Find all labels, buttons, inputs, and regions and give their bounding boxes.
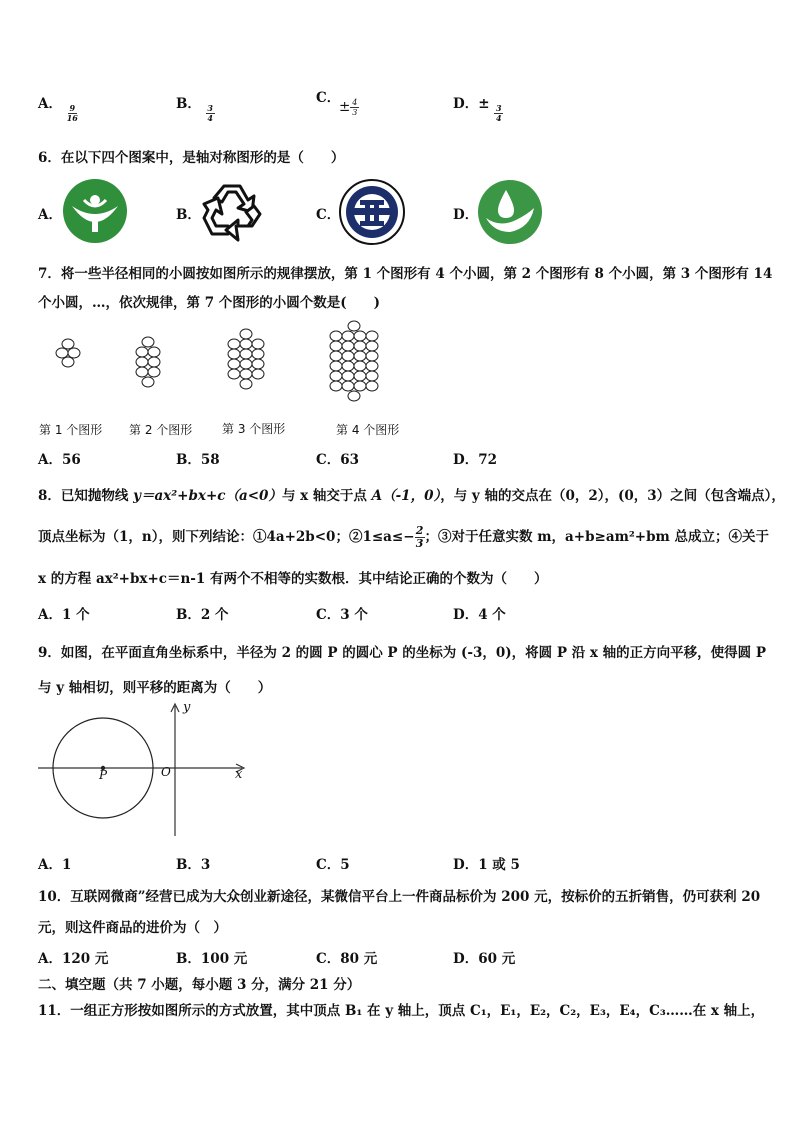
q10-option-b: B．100 元: [176, 951, 248, 967]
circle-coordinate-figure: [36, 702, 252, 840]
q7-option-b: B．58: [176, 452, 220, 468]
q7-option-a: A．56: [38, 452, 81, 468]
q10-option-c: C．80 元: [316, 951, 378, 967]
fig4-caption: 第 4 个图形: [336, 423, 400, 437]
q9-option-c: C．5: [316, 857, 350, 873]
fig-origin-label: O: [161, 765, 171, 779]
q5-a-fraction: $\frac{9}{16}$: [66, 103, 78, 123]
q8-option-d: D．4 个: [453, 607, 506, 623]
q11-line1: 11．一组正方形按如图所示的方式放置，其中顶点 B₁ 在 y 轴上，顶点 C₁，E₁，E₂，C₂，E₃，E₄，C₃……在 x 轴上，: [38, 1003, 765, 1019]
fig3-caption: 第 3 个图形: [222, 422, 286, 436]
green-leaf-logo-icon: [62, 178, 128, 244]
q5-b-fraction: $\frac{3}{4}$: [207, 103, 213, 123]
q10-line2: 元，则这件商品的进价为（ ）: [38, 920, 227, 936]
q5-option-c: C．: [316, 90, 341, 106]
q8-option-b: B．2 个: [176, 607, 229, 623]
q9-option-a: A．1: [38, 857, 72, 873]
green-drop-logo-icon: [476, 178, 544, 246]
q10-line1: 10．互联网微商”经营已成为大众创业新途径，某微信平台上一件商品标价为 200 元，按标价的五折销售，仍可获利 20: [38, 889, 761, 905]
q8-line3: x 的方程 ax²+bx+c＝n-1 有两个不相等的实数根．其中结论正确的个数为（ ）: [38, 571, 548, 587]
q8-option-c: C．3 个: [316, 607, 368, 623]
recycling-icon: [200, 180, 266, 242]
q7-line1: 7．将一些半径相同的小圆按如图所示的规律摆放，第 1 个图形有 4 个小圆，第 2 个图形有 8 个小圆，第 3 个图形有 14: [38, 266, 773, 282]
q8-line2: 顶点坐标为（1，n），则下列结论：①4a+2b<0；②1≤a≤− $\frac{2}{3}$ ；③对于任意实数 m，a+b≥am²+bm 总成立；④关于: [38, 524, 770, 550]
navy-ring-logo-icon: [338, 178, 406, 246]
fig-y-label: y: [183, 700, 191, 715]
q8-option-a: A．1 个: [38, 607, 90, 623]
fig-x-label: x: [235, 767, 243, 782]
q9-option-d: D．1 或 5: [453, 857, 520, 873]
q10-option-a: A．120 元: [38, 951, 109, 967]
q8-line1: 8．已知抛物线 y＝ax²+bx+c（a<0）与 x 轴交于点 A（-1，0），与 y 轴的交点在（0，2），(0，3）之间（包含端点），: [38, 488, 785, 504]
q5-option-d: D．± $\frac{3}{4}$: [453, 96, 502, 123]
q9-line2: 与 y 轴相切，则平移的距离为（ ）: [38, 680, 272, 696]
q6-option-c: C．: [316, 207, 341, 223]
q9-option-b: B．3: [176, 857, 211, 873]
q5-option-a: A． $\frac{9}{16}$: [38, 96, 78, 123]
fig1-caption: 第 1 个图形: [39, 423, 103, 437]
q6-stem: 6．在以下四个图案中，是轴对称图形的是（ ）: [38, 150, 345, 166]
fig2-caption: 第 2 个图形: [129, 423, 193, 437]
q7-option-d: D．72: [453, 452, 497, 468]
q5-option-b: B． $\frac{3}{4}$: [176, 96, 213, 123]
q6-option-a: A．: [38, 207, 62, 223]
q9-line1: 9．如图，在平面直角坐标系中，半径为 2 的圆 P 的圆心 P 的坐标为 (-3，0)，将圆 P 沿 x 轴的正方向平移，使得圆 P: [38, 645, 767, 661]
section-2-heading: 二、填空题（共 7 小题，每小题 3 分，满分 21 分）: [38, 977, 361, 993]
q5-c-value: ± $\frac{4}{3}$: [339, 98, 358, 117]
circle-pattern-figures: [40, 320, 420, 400]
fig-p-label: P: [99, 768, 108, 782]
q10-option-d: D．60 元: [453, 951, 516, 967]
q6-option-b: B．: [176, 207, 201, 223]
q6-option-d: D．: [453, 207, 479, 223]
q7-option-c: C．63: [316, 452, 360, 468]
q7-line2: 个小圆，…，依次规律，第 7 个图形的小圆个数是( ): [38, 295, 381, 311]
